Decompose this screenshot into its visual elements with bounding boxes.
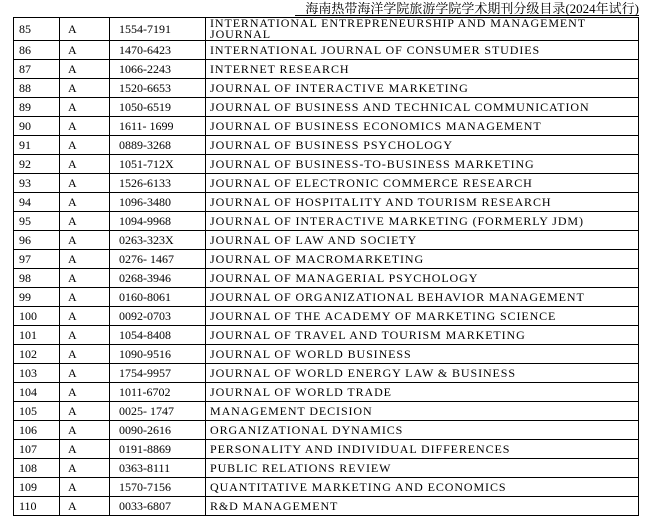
issn-cell: 1051-712X bbox=[110, 155, 206, 174]
journal-title-cell: PERSONALITY AND INDIVIDUAL DIFFERENCES bbox=[206, 440, 639, 459]
journal-title-cell: INTERNATIONAL JOURNAL OF CONSUMER STUDIES bbox=[206, 41, 639, 60]
journal-level-cell: A bbox=[60, 155, 110, 174]
issn-cell: 1094-9968 bbox=[110, 212, 206, 231]
issn-cell: 1554-7191 bbox=[110, 18, 206, 41]
table-row bbox=[14, 345, 639, 364]
journal-title-cell: JOURNAL OF LAW AND SOCIETY bbox=[206, 231, 639, 250]
row-number-cell: 94 bbox=[14, 193, 60, 212]
document-header bbox=[305, 0, 639, 17]
table-row bbox=[14, 231, 639, 250]
table-row bbox=[14, 79, 639, 98]
journal-level-cell: A bbox=[60, 18, 110, 41]
journal-title-cell: JOURNAL OF BUSINESS AND TECHNICAL COMMUNICATION bbox=[206, 98, 639, 117]
journal-level-cell: A bbox=[60, 269, 110, 288]
issn-cell: 1054-8408 bbox=[110, 326, 206, 345]
table-row bbox=[14, 41, 639, 60]
issn-cell: 0276- 1467 bbox=[110, 250, 206, 269]
row-number-cell: 100 bbox=[14, 307, 60, 326]
journal-title-cell: JOURNAL OF ELECTRONIC COMMERCE RESEARCH bbox=[206, 174, 639, 193]
journal-title-cell: JOURNAL OF HOSPITALITY AND TOURISM RESEARCH bbox=[206, 193, 639, 212]
table-row bbox=[14, 326, 639, 345]
row-number-cell: 93 bbox=[14, 174, 60, 193]
journal-level-cell: A bbox=[60, 440, 110, 459]
journal-title-cell: JOURNAL OF THE ACADEMY OF MARKETING SCIENCE bbox=[206, 307, 639, 326]
issn-cell: 0889-3268 bbox=[110, 136, 206, 155]
journal-title-cell: JOURNAL OF TRAVEL AND TOURISM MARKETING bbox=[206, 326, 639, 345]
header-rule bbox=[295, 15, 639, 16]
journal-level-cell: A bbox=[60, 136, 110, 155]
table-row bbox=[14, 155, 639, 174]
journal-title-cell: JOURNAL OF BUSINESS-TO-BUSINESS MARKETING bbox=[206, 155, 639, 174]
journal-level-cell: A bbox=[60, 402, 110, 421]
issn-cell: 0160-8061 bbox=[110, 288, 206, 307]
table-row bbox=[14, 402, 639, 421]
row-number-cell: 105 bbox=[14, 402, 60, 421]
journal-table bbox=[13, 17, 639, 516]
row-number-cell: 106 bbox=[14, 421, 60, 440]
journal-title-cell: JOURNAL OF MACROMARKETING bbox=[206, 250, 639, 269]
issn-cell: 0363-8111 bbox=[110, 459, 206, 478]
issn-cell: 1066-2243 bbox=[110, 60, 206, 79]
journal-table-container bbox=[13, 17, 638, 516]
journal-title-cell: JOURNAL OF ORGANIZATIONAL BEHAVIOR MANAGEMENT bbox=[206, 288, 639, 307]
journal-level-cell: A bbox=[60, 288, 110, 307]
issn-cell: 0033-6807 bbox=[110, 497, 206, 516]
table-row bbox=[14, 288, 639, 307]
journal-title-cell: PUBLIC RELATIONS REVIEW bbox=[206, 459, 639, 478]
table-row bbox=[14, 307, 639, 326]
row-number-cell: 97 bbox=[14, 250, 60, 269]
issn-cell: 1526-6133 bbox=[110, 174, 206, 193]
journal-level-cell: A bbox=[60, 98, 110, 117]
issn-cell: 0263-323X bbox=[110, 231, 206, 250]
table-row bbox=[14, 269, 639, 288]
table-row bbox=[14, 478, 639, 497]
row-number-cell: 110 bbox=[14, 497, 60, 516]
journal-level-cell: A bbox=[60, 478, 110, 497]
journal-level-cell: A bbox=[60, 383, 110, 402]
issn-cell: 1754-9957 bbox=[110, 364, 206, 383]
table-row bbox=[14, 18, 639, 41]
issn-cell: 0090-2616 bbox=[110, 421, 206, 440]
table-row bbox=[14, 250, 639, 269]
table-row bbox=[14, 212, 639, 231]
row-number-cell: 86 bbox=[14, 41, 60, 60]
row-number-cell: 98 bbox=[14, 269, 60, 288]
document-title: 海南热带海洋学院旅游学院学术期刊分级目录(2024年试行) bbox=[305, 1, 639, 16]
journal-level-cell: A bbox=[60, 193, 110, 212]
journal-title-cell: QUANTITATIVE MARKETING AND ECONOMICS bbox=[206, 478, 639, 497]
row-number-cell: 101 bbox=[14, 326, 60, 345]
row-number-cell: 89 bbox=[14, 98, 60, 117]
table-row bbox=[14, 364, 639, 383]
journal-title-cell: JOURNAL OF WORLD BUSINESS bbox=[206, 345, 639, 364]
journal-title-cell: JOURNAL OF INTERACTIVE MARKETING bbox=[206, 79, 639, 98]
issn-cell: 0025- 1747 bbox=[110, 402, 206, 421]
row-number-cell: 87 bbox=[14, 60, 60, 79]
journal-title-cell: INTERNET RESEARCH bbox=[206, 60, 639, 79]
journal-level-cell: A bbox=[60, 459, 110, 478]
journal-title-cell: ORGANIZATIONAL DYNAMICS bbox=[206, 421, 639, 440]
table-row bbox=[14, 421, 639, 440]
issn-cell: 0191-8869 bbox=[110, 440, 206, 459]
row-number-cell: 92 bbox=[14, 155, 60, 174]
issn-cell: 1096-3480 bbox=[110, 193, 206, 212]
row-number-cell: 104 bbox=[14, 383, 60, 402]
journal-level-cell: A bbox=[60, 79, 110, 98]
table-row bbox=[14, 136, 639, 155]
row-number-cell: 96 bbox=[14, 231, 60, 250]
journal-table-body bbox=[14, 18, 639, 516]
issn-cell: 1520-6653 bbox=[110, 79, 206, 98]
journal-title-cell: R&D MANAGEMENT bbox=[206, 497, 639, 516]
issn-cell: 1570-7156 bbox=[110, 478, 206, 497]
row-number-cell: 99 bbox=[14, 288, 60, 307]
table-row bbox=[14, 383, 639, 402]
table-row bbox=[14, 117, 639, 136]
row-number-cell: 109 bbox=[14, 478, 60, 497]
issn-cell: 1470-6423 bbox=[110, 41, 206, 60]
journal-level-cell: A bbox=[60, 421, 110, 440]
journal-level-cell: A bbox=[60, 174, 110, 193]
journal-title-cell: JOURNAL OF BUSINESS ECONOMICS MANAGEMENT bbox=[206, 117, 639, 136]
row-number-cell: 90 bbox=[14, 117, 60, 136]
issn-cell: 1090-9516 bbox=[110, 345, 206, 364]
issn-cell: 1611- 1699 bbox=[110, 117, 206, 136]
row-number-cell: 85 bbox=[14, 18, 60, 41]
row-number-cell: 107 bbox=[14, 440, 60, 459]
table-row bbox=[14, 497, 639, 516]
journal-title-cell: JOURNAL OF MANAGERIAL PSYCHOLOGY bbox=[206, 269, 639, 288]
journal-title-cell: INTERNATIONAL ENTREPRENEURSHIP AND MANAGEMENT JOURNAL bbox=[206, 18, 639, 41]
issn-cell: 0092-0703 bbox=[110, 307, 206, 326]
table-row bbox=[14, 440, 639, 459]
row-number-cell: 88 bbox=[14, 79, 60, 98]
row-number-cell: 102 bbox=[14, 345, 60, 364]
row-number-cell: 103 bbox=[14, 364, 60, 383]
table-row bbox=[14, 193, 639, 212]
journal-level-cell: A bbox=[60, 231, 110, 250]
journal-level-cell: A bbox=[60, 345, 110, 364]
table-row bbox=[14, 98, 639, 117]
table-row bbox=[14, 60, 639, 79]
journal-level-cell: A bbox=[60, 364, 110, 383]
journal-level-cell: A bbox=[60, 250, 110, 269]
journal-title-cell: JOURNAL OF BUSINESS PSYCHOLOGY bbox=[206, 136, 639, 155]
table-row bbox=[14, 174, 639, 193]
table-row bbox=[14, 459, 639, 478]
journal-title-cell: MANAGEMENT DECISION bbox=[206, 402, 639, 421]
journal-title-cell: JOURNAL OF INTERACTIVE MARKETING (FORMERLY JDM) bbox=[206, 212, 639, 231]
journal-level-cell: A bbox=[60, 117, 110, 136]
issn-cell: 1050-6519 bbox=[110, 98, 206, 117]
journal-level-cell: A bbox=[60, 60, 110, 79]
journal-level-cell: A bbox=[60, 212, 110, 231]
journal-level-cell: A bbox=[60, 326, 110, 345]
issn-cell: 1011-6702 bbox=[110, 383, 206, 402]
row-number-cell: 91 bbox=[14, 136, 60, 155]
journal-title-cell: JOURNAL OF WORLD ENERGY LAW & BUSINESS bbox=[206, 364, 639, 383]
journal-level-cell: A bbox=[60, 41, 110, 60]
row-number-cell: 95 bbox=[14, 212, 60, 231]
row-number-cell: 108 bbox=[14, 459, 60, 478]
issn-cell: 0268-3946 bbox=[110, 269, 206, 288]
journal-level-cell: A bbox=[60, 307, 110, 326]
journal-title-cell: JOURNAL OF WORLD TRADE bbox=[206, 383, 639, 402]
journal-level-cell: A bbox=[60, 497, 110, 516]
